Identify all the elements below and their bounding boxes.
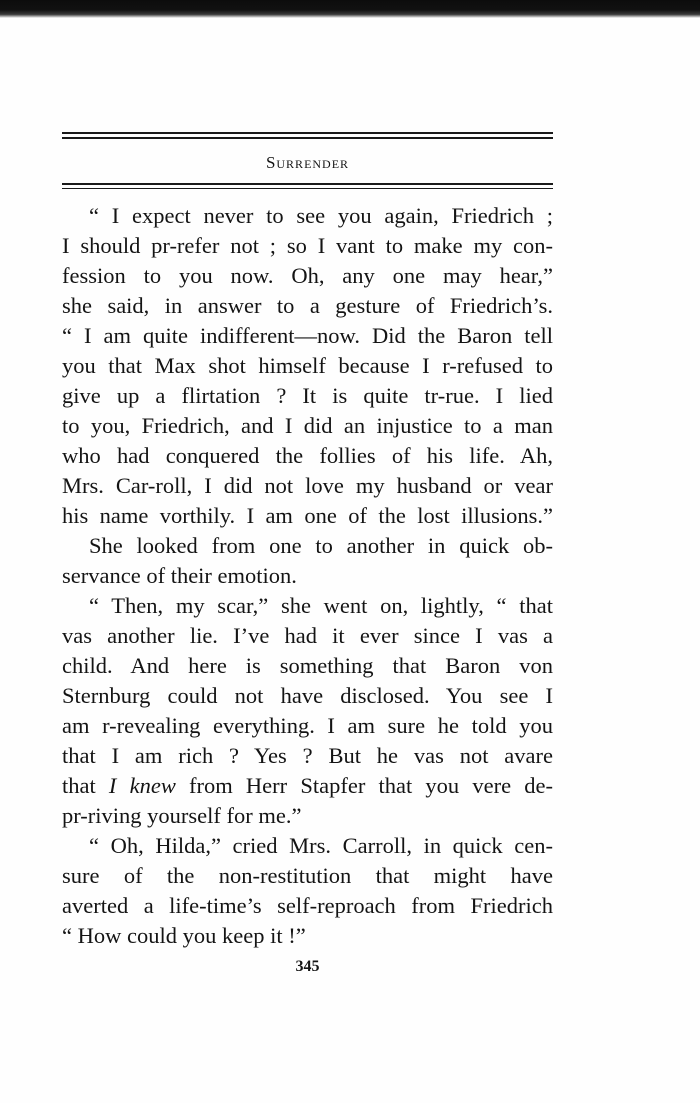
- text-line: child. And here is something that Baron von: [62, 653, 553, 678]
- text-line: “ How could you keep it !”: [62, 923, 306, 948]
- text-line: that I knew from Herr Stapfer that you vere de-: [62, 773, 553, 798]
- text-line: She looked from one to another in quick ob-: [89, 533, 553, 558]
- text-line: “ Then, my scar,” she went on, lightly, “ that: [89, 593, 553, 618]
- text-line: Mrs. Car-roll, I did not love my husband or vear: [62, 473, 553, 498]
- header-rule-bottom-inner: [62, 188, 553, 189]
- text-line: am r-revealing everything. I am sure he told you: [62, 713, 553, 738]
- running-head-title: Surrender: [265, 153, 350, 172]
- text-line: she said, in answer to a gesture of Friedrich’s.: [62, 293, 553, 318]
- text-line: “ I expect never to see you again, Friedrich ;: [89, 203, 553, 228]
- text-line: pr-riving yourself for me.”: [62, 803, 302, 828]
- page-top-edge: [0, 0, 700, 18]
- italic-emphasis: I knew: [108, 773, 176, 798]
- running-head: [62, 153, 553, 173]
- body-text: [62, 201, 553, 951]
- text-line: vas another lie. I’ve had it ever since I vas a: [62, 623, 553, 648]
- header-rule-top-inner: [62, 137, 553, 139]
- text-line: his name vorthily. I am one of the lost illusions.”: [62, 503, 553, 528]
- text-line: “ Oh, Hilda,” cried Mrs. Carroll, in quick cen-: [89, 833, 553, 858]
- text-line: I should pr-refer not ; so I vant to make my con-: [62, 233, 553, 258]
- text-line: who had conquered the follies of his life. Ah,: [62, 443, 553, 468]
- text-line: to you, Friedrich, and I did an injustice to a man: [62, 413, 553, 438]
- text-line: you that Max shot himself because I r-refused to: [62, 353, 553, 378]
- text-line: fession to you now. Oh, any one may hear,”: [62, 263, 553, 288]
- header-rule-bottom: [62, 183, 553, 185]
- page-number: 345: [295, 958, 320, 975]
- text-line: Sternburg could not have disclosed. You see I: [62, 683, 553, 708]
- text-line: “ I am quite indifferent—now. Did the Baron tell: [62, 323, 553, 348]
- text-line: that I am rich ? Yes ? But he vas not avare: [62, 743, 553, 768]
- text-line: give up a flirtation ? It is quite tr-rue. I lied: [62, 383, 553, 408]
- text-line: servance of their emotion.: [62, 563, 297, 588]
- header-rule-top: [62, 132, 553, 134]
- text-line: sure of the non-restitution that might have: [62, 863, 553, 888]
- text-line: averted a life-time’s self-reproach from Friedrich: [62, 893, 553, 918]
